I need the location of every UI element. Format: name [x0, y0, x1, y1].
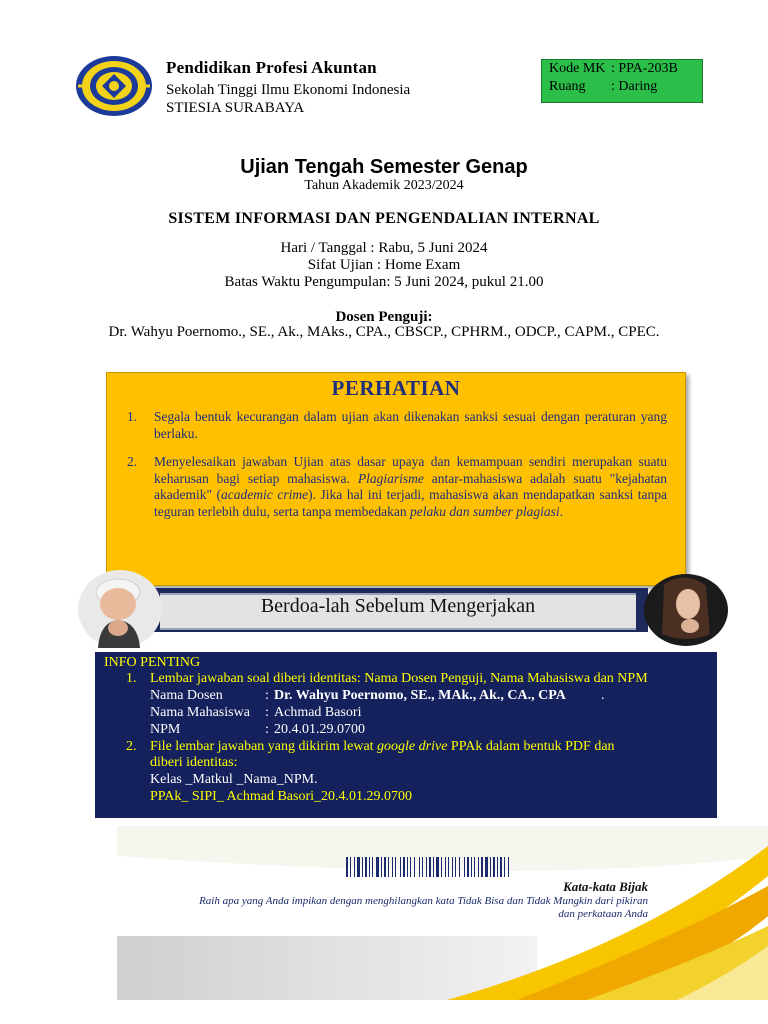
info-item-2-number: 2. [126, 739, 137, 754]
attention-title: PERHATIAN [331, 376, 461, 400]
barcode-bar [403, 857, 405, 877]
barcode-bar [395, 857, 396, 877]
attention-text-part: ). Jika hal ini terjadi, mahasiswa akan mendapatkan sanksi tanpa teguran terlebih dulu, serta tanpa membedakan [154, 487, 668, 519]
examiner-name: Dr. Wahyu Poernomo., SE., Ak., MAks., CPA., CBSCP., CPHRM., ODCP., CAPM., CPEC. [108, 324, 660, 340]
npm-separator: : [265, 722, 269, 737]
barcode-bar [478, 857, 479, 877]
barcode-bar [381, 857, 382, 877]
barcode-bar [497, 857, 498, 877]
lecturer-separator: : [265, 688, 269, 703]
barcode-bar [455, 857, 456, 877]
lecturer-value: Dr. Wahyu Poernomo, SE., MAk., Ak., CA., CPA [274, 688, 566, 703]
attention-text-part: . [559, 503, 564, 519]
info-heading: INFO PENTING [104, 655, 201, 670]
barcode-bar [436, 857, 439, 877]
barcode-bar [464, 857, 465, 877]
barcode-bar [357, 857, 360, 877]
attention-item-1 [127, 409, 667, 442]
barcode-bar [474, 857, 475, 877]
file-name-example: PPAk_ SIPI_ Achmad Basori_20.4.01.29.0700 [150, 789, 413, 804]
barcode-bar [433, 857, 434, 877]
barcode-bar [452, 857, 453, 877]
barcode-bar [459, 857, 460, 877]
google-drive-term: google drive [377, 739, 448, 754]
barcode-bar [422, 857, 423, 877]
barcode-bar [346, 857, 348, 877]
submission-deadline: Batas Waktu Pengumpulan: 5 Juni 2024, pukul 21.00 [224, 274, 544, 290]
academic-crime-term: academic crime [221, 487, 309, 502]
barcode-bar [407, 857, 408, 877]
barcode-bar [369, 857, 370, 877]
course-code-box [541, 59, 703, 103]
info-item-2-continued: diberi identitas: [150, 755, 238, 770]
barcode-bar [392, 857, 393, 877]
barcode-bar [410, 857, 411, 877]
student-name-label: Nama Mahasiswa [150, 705, 250, 720]
attention-item-2-text [154, 454, 667, 520]
attention-item-2-number: 2. [127, 454, 138, 469]
info-text-part: PPAk dalam bentuk PDF dan [447, 739, 615, 754]
plagiarism-source-term: pelaku dan sumber plagiasi [410, 503, 560, 519]
room-value: : Daring [611, 79, 658, 94]
barcode-bar [493, 857, 495, 877]
exam-date: Hari / Tanggal : Rabu, 5 Juni 2024 [280, 240, 488, 256]
barcode-bar [350, 857, 351, 877]
barcode-bar [376, 857, 379, 877]
important-info-box [95, 652, 717, 818]
attention-item-2 [127, 454, 667, 520]
info-item-2-text [150, 739, 615, 755]
exam-title: Ujian Tengah Semester Genap [240, 156, 528, 178]
quote-line-1: Raih apa yang Anda impikan dengan menghilangkan kata Tidak Bisa dan Tidak Mungkin dari pikiran [199, 895, 648, 907]
course-code-label: Kode MK [549, 61, 606, 76]
institution-logo [74, 54, 154, 118]
praying-child-left-image [78, 570, 162, 648]
quote-line-2: dan perkataan Anda [558, 908, 648, 920]
lecturer-label: Nama Dosen [150, 688, 223, 703]
attention-text-part: Menyelesaikan jawaban Ujian atas dasar upaya dan kemampuan sendiri merupakan suatu keharusan bagi setiap mahasiswa. [154, 454, 667, 486]
npm-label: NPM [150, 722, 181, 737]
room-label: Ruang [549, 79, 586, 94]
info-item-1-number: 1. [126, 671, 137, 686]
barcode-decoration [346, 857, 648, 877]
barcode-bar [400, 857, 401, 877]
barcode-bar [500, 857, 502, 877]
prayer-text: Berdoa-lah Sebelum Mengerjakan [260, 595, 536, 617]
attention-text-part: antar-mahasiswa adalah suatu "kejahatan akademik" ( [154, 470, 667, 502]
attention-box [106, 372, 686, 586]
barcode-bar [384, 857, 386, 877]
barcode-bar [467, 857, 469, 877]
barcode-bar [441, 857, 442, 877]
exam-nature: Sifat Ujian : Home Exam [307, 257, 461, 273]
barcode-bar [362, 857, 363, 877]
student-name-separator: : [265, 705, 269, 720]
info-text-part: File lembar jawaban yang dikirim lewat [150, 739, 378, 754]
barcode-bar [426, 857, 427, 877]
barcode-bar [504, 857, 505, 877]
program-name: Pendidikan Profesi Akuntan [166, 58, 377, 77]
student-name-value: Achmad Basori [274, 705, 362, 720]
plagiarism-term: Plagiarisme [357, 470, 424, 486]
barcode-bar [429, 857, 431, 877]
barcode-bar [508, 857, 509, 877]
barcode-bar [365, 857, 367, 877]
barcode-bar [354, 857, 355, 877]
barcode-bar [419, 857, 420, 877]
attention-item-1-number: 1. [127, 409, 138, 424]
barcode-bar [445, 857, 446, 877]
praying-girl-right-image [644, 574, 728, 646]
attention-item-1-text: Segala bentuk kecurangan dalam ujian akan dikenakan sanksi sesuai dengan peraturan yang berlaku. [154, 409, 667, 441]
school-city: STIESIA SURABAYA [166, 100, 305, 116]
barcode-bar [388, 857, 389, 877]
school-name: Sekolah Tinggi Ilmu Ekonomi Indonesia [166, 82, 411, 98]
lecturer-period: . [601, 688, 605, 703]
barcode-bar [372, 857, 373, 877]
npm-value: 20.4.01.29.0700 [274, 722, 365, 737]
quote-title: Kata-kata Bijak [563, 879, 648, 894]
info-item-1-text: Lembar jawaban soal diberi identitas: Nama Dosen Penguji, Nama Mahasiswa dan NPM [150, 671, 648, 686]
academic-year: Tahun Akademik 2023/2024 [304, 178, 464, 193]
barcode-bar [481, 857, 483, 877]
course-name: SISTEM INFORMASI DAN PENGENDALIAN INTERNAL [168, 210, 600, 227]
barcode-bar [490, 857, 491, 877]
barcode-bar [448, 857, 449, 877]
barcode-bar [471, 857, 472, 877]
barcode-bar [414, 857, 415, 877]
course-code-value: : PPA-203B [611, 61, 678, 76]
examiner-label: Dosen Penguji: [335, 309, 433, 325]
barcode-bar [485, 857, 488, 877]
file-name-format: Kelas _Matkul _Nama_NPM. [150, 772, 318, 787]
